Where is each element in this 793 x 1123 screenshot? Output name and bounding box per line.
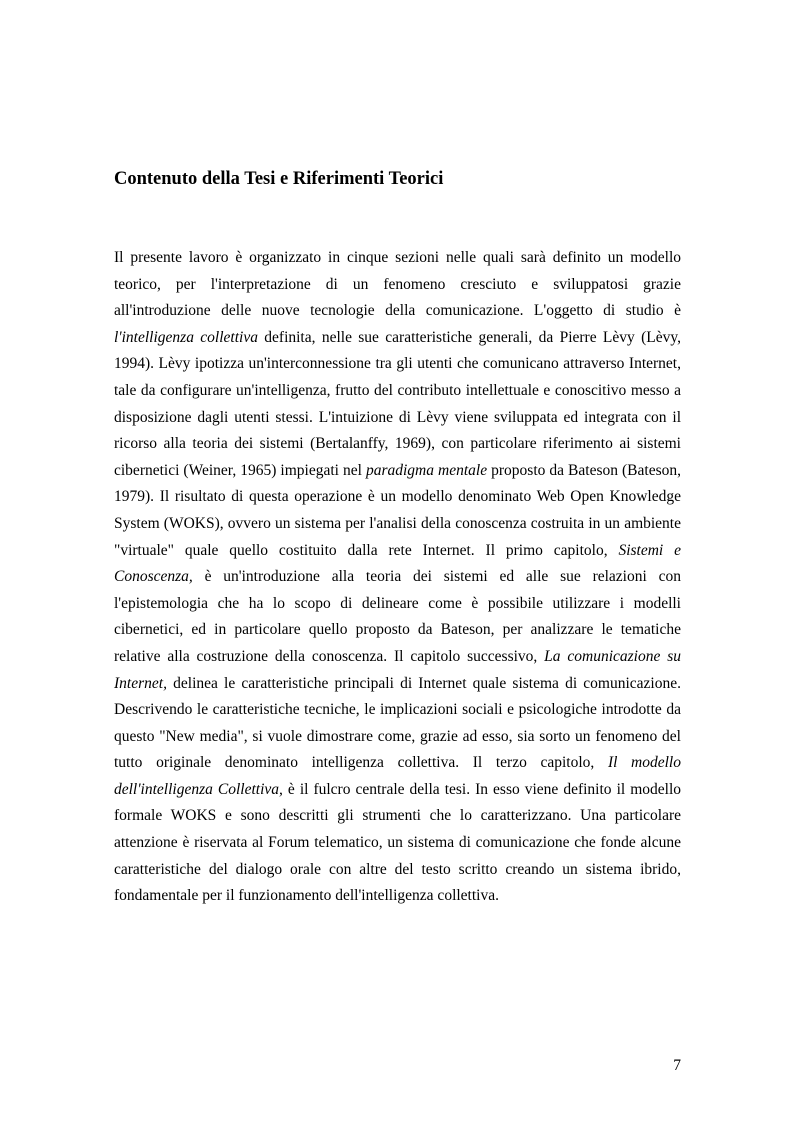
italic-term-intelligenza-collettiva: l'intelligenza collettiva (114, 328, 258, 346)
text-run: definita, nelle sue caratteristiche generali, da Pierre Lèvy (Lèvy, 1994). Lèvy ipotizza un'interconnessione tra gli utenti che comunicano attraverso Internet, tale da configurare un'intelligenza, frutto del contributo intellettuale e conoscitivo messo a disposizione dagli utenti stessi. L'intuizione di Lèvy viene sviluppata ed integrata con il ricorso alla teoria dei sistemi (Bertalanffy, 1969), con particolare riferimento ai sistemi cibernetici (Weiner, 1965) impiegati nel (114, 328, 681, 479)
page-number: 7 (673, 1057, 681, 1074)
italic-chapter-modello-intelligenza-collettiva: Il modello dell'intelligenza Collettiva, (114, 754, 681, 798)
text-run: Il presente lavoro è organizzato in cinque sezioni nelle quali sarà definito un modello teorico, per l'interpretazione di un fenomeno cresciuto e sviluppatosi grazie all'introduzione delle nuove tecnologie della comunicazione. L'oggetto di studio è (114, 249, 681, 320)
text-run: proposto da Bateson (Bateson, 1979). Il risultato di questa operazione è un modello denominato Web Open Knowledge System (WOKS), ovvero un sistema per l'analisi della conoscenza costruita in un ambiente "virtuale" quale quello costituito dalla rete Internet. Il primo capitolo, (114, 461, 681, 559)
italic-chapter-sistemi-e-conoscenza: Sistemi e Conoscenza, (114, 541, 681, 586)
italic-chapter-comunicazione-su-internet: La comunicazione su Internet, (114, 647, 681, 692)
section-title: Contenuto della Tesi e Riferimenti Teorici (114, 169, 444, 189)
text-run: è un'introduzione alla teoria dei sistemi ed alle sue relazioni con l'epistemologia che ha lo scopo di delineare come è possibile utilizzare i modelli cibernetici, ed in particolare quello proposto da Bateson, per analizzare le tematiche relative alla costruzione della conoscenza. Il capitolo successivo, (114, 568, 681, 665)
text-run: delinea le caratteristiche principali di Internet quale sistema di comunicazione. Descrivendo le caratteristiche tecniche, le implicazioni sociali e psicologiche introdotte da questo "New media", si vuole dimostrare come, grazie ad esso, sia sorto un fenomeno del tutto originale denominato intelligenza collettiva. Il terzo capitolo, (114, 674, 681, 772)
body-paragraph (114, 245, 681, 910)
text-run: è il fulcro centrale della tesi. In esso viene definito il modello formale WOKS e sono descritti gli strumenti che lo caratterizzano. Una particolare attenzione è riservata al Forum telematico, un sistema di comunicazione che fonde alcune caratteristiche del dialogo orale con altre del testo scritto creando un sistema ibrido, fondamentale per il funzionamento dell'intelligenza collettiva. (114, 780, 681, 905)
italic-term-paradigma-mentale: paradigma mentale (365, 461, 488, 479)
